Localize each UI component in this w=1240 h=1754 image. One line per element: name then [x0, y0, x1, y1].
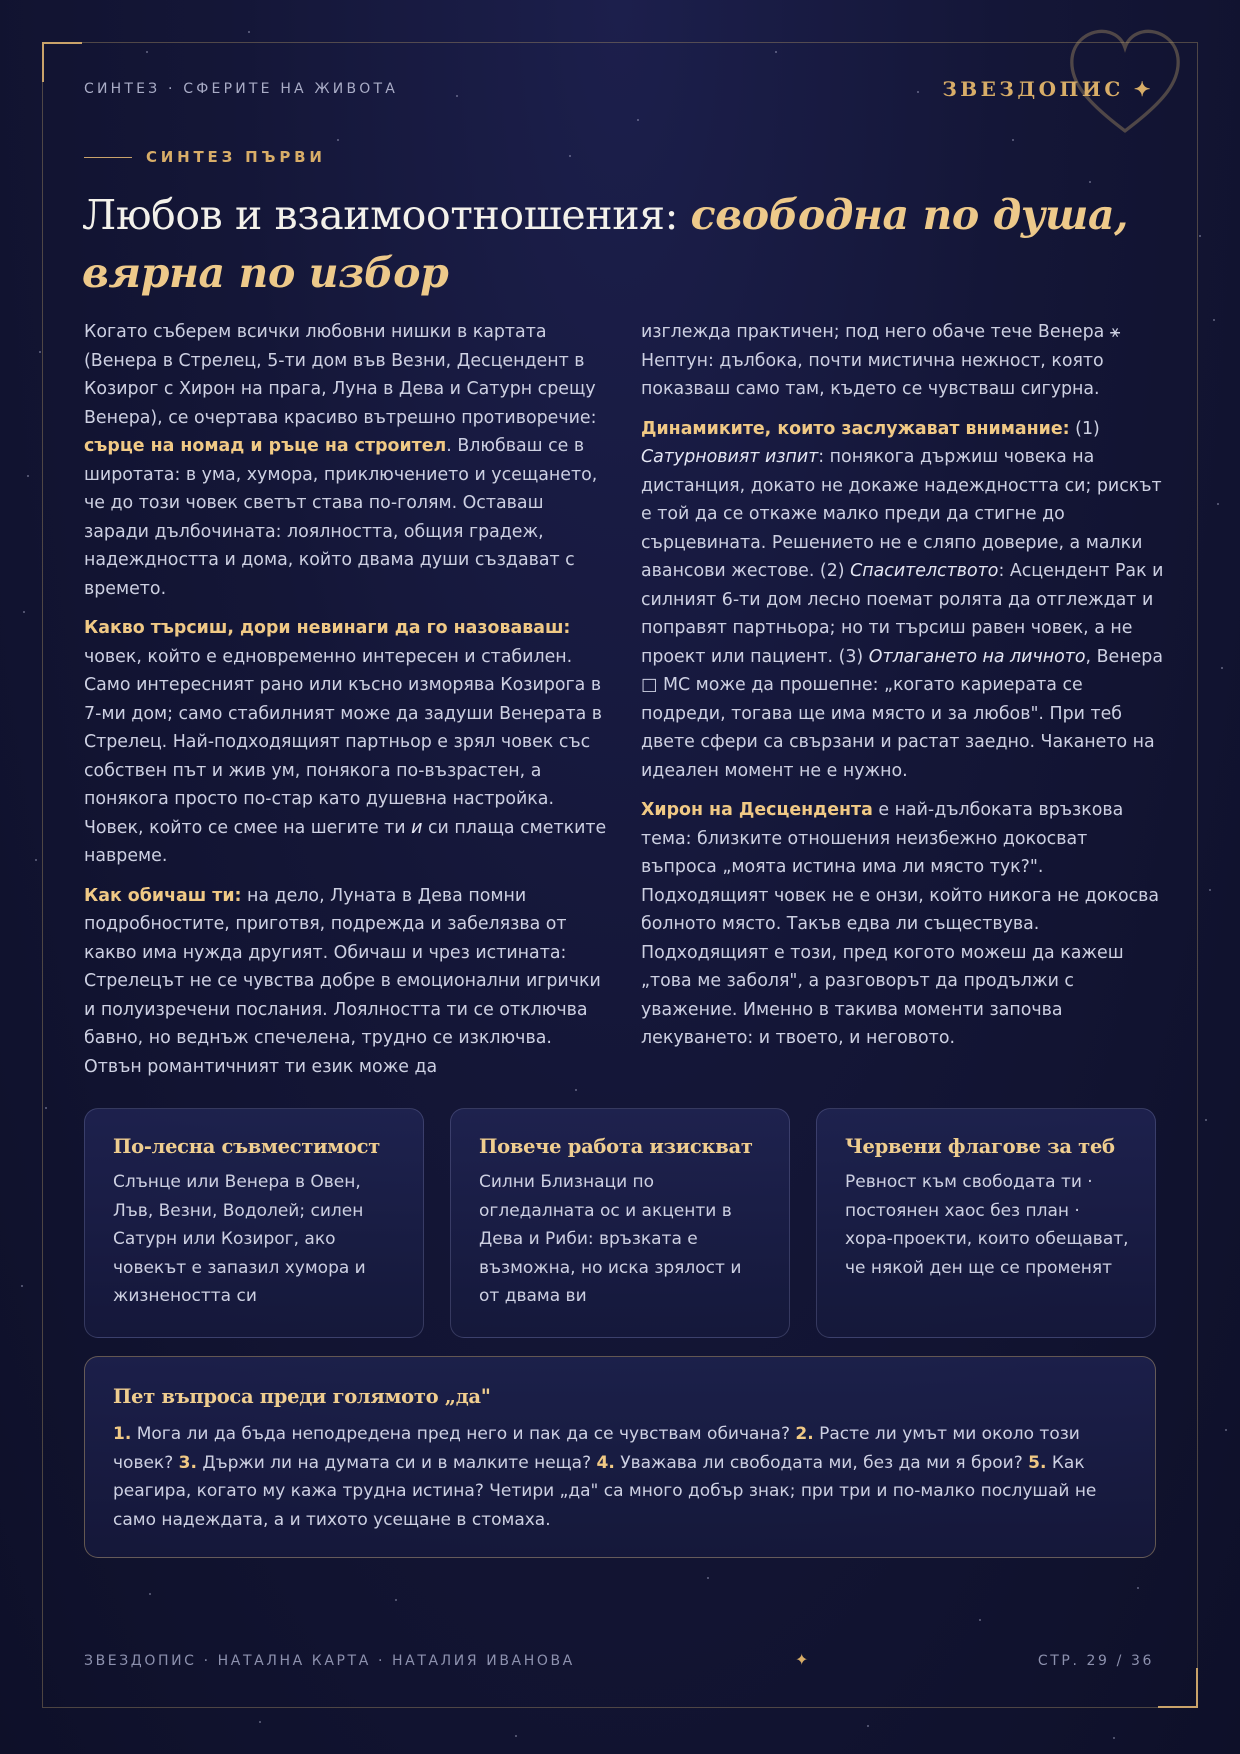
emphasis: Отлагането на личното	[868, 646, 1086, 667]
text-run: , Венера □ МС може да прошепне: „когато кариерата се подреди, тогава ще има място и за любов". При теб двете сфери са свързани и растат заедно. Чакането на идеален момент не е нужно.	[641, 646, 1163, 781]
corner-ornament-bottom-right	[1158, 1668, 1198, 1708]
paragraph	[84, 882, 610, 1082]
corner-ornament-top-left	[42, 42, 82, 82]
question-text: Мога ли да бъда неподредена пред него и пак да се чувствам обичана?	[131, 1424, 796, 1444]
question-number: 1.	[113, 1424, 132, 1444]
brand	[942, 77, 1154, 101]
text-run: си плаща сметките навреме.	[84, 817, 607, 866]
text-run: е най-дълбоката връзкова тема: близките отношения неизбежно докосват въпроса „моята истина има ли място тук?". Подходящият човек не е онзи, който никога не докосва болното място. Такъв едва ли съществува. Подходящият е този, пред когото можеш да кажеш „това ме заболя", а разговорът да продължи с уважение. Именно в такива моменти започва лекуването: и твоето, и неговото.	[641, 800, 1160, 1048]
paragraph	[641, 318, 1167, 404]
right-column	[641, 318, 1167, 1064]
question-number: 4.	[596, 1452, 615, 1473]
paragraph	[84, 614, 610, 871]
highlight: Какво търсиш, дори невинаги да го назоваваш:	[84, 618, 571, 638]
four-point-star-icon: ✦	[795, 1650, 809, 1669]
card-title: По-лесна съвместимост	[113, 1135, 380, 1158]
text-run: . Влюбваш се в широтата: в ума, хумора, приключението и усещането, че до този човек светът става по-голям. Оставаш заради дълбочината: лоялността, общия градеж, надеждността и дома, който двама души създават с времето.	[84, 436, 598, 599]
questions-body	[113, 1420, 1127, 1534]
card-body: Слънце или Венера в Овен, Лъв, Везни, Водолей; силен Сатурн или Козирог, ако човекът е запазил хумора и жизнеността си	[113, 1172, 366, 1306]
kicker	[84, 148, 326, 166]
text-run: изглежда практичен; под него обаче тече Венера ⚹ Нептун: дълбока, почти мистична нежност, която показваш само там, където се чувстваш сигурна.	[641, 322, 1121, 399]
page-title	[82, 186, 1162, 302]
emphasis: и	[411, 817, 423, 838]
card-title: Повече работа изискват	[479, 1135, 753, 1158]
question-text: Расте ли умът ми около този човек?	[113, 1424, 1080, 1473]
question-text: Държи ли на думата си и в малките неща?	[196, 1452, 597, 1473]
four-point-star-icon: ✦	[1133, 77, 1154, 101]
kicker-text: СИНТЕЗ ПЪРВИ	[146, 148, 326, 166]
question-number: 3.	[178, 1452, 197, 1473]
questions-box	[84, 1356, 1156, 1558]
paragraph	[84, 318, 610, 603]
text-run: Когато съберем всички любовни нишки в картата (Венера в Стрелец, 5-ти дом във Везни, Десцендент в Козирог с Хирон на прага, Луна в Дева и Сатурн срещу Венера), се очертава красиво вътрешно противоречие:	[84, 322, 597, 428]
info-card	[84, 1108, 424, 1338]
kicker-line	[84, 157, 132, 158]
brand-name: ЗВЕЗДОПИС	[942, 77, 1124, 101]
text-run: : Асцендент Рак и силният 6-ти дом лесно поемат ролята да отглеждат и поправят партньора; но ти търсиш равен човек, а не проект или пациент. (3)	[641, 561, 1164, 667]
card-body: Ревност към свободата ти · постоянен хаос без план · хора-проекти, които обещават, че някой ден ще се променят	[845, 1172, 1129, 1278]
question-number: 5.	[1028, 1452, 1047, 1473]
text-run: : понякога държиш човека на дистанция, докато не докаже надеждността си; рискът е той да се откаже малко преди да стигне до сърцевината. Решението не е сляпо доверие, а малки авансови жестове. (2)	[641, 447, 1162, 581]
paragraph	[641, 796, 1167, 1053]
section-label: СИНТЕЗ · СФЕРИТЕ НА ЖИВОТА	[84, 81, 398, 97]
title-main: Любов и взаимоотношения:	[82, 191, 691, 239]
question-text: Уважава ли свободата ми, без да ми я брои?	[614, 1452, 1029, 1473]
highlight: сърце на номад и ръце на строител	[84, 436, 447, 456]
text-run: (1)	[1069, 418, 1100, 439]
emphasis: Сатурновият изпит	[641, 447, 819, 467]
title-accent: свободна по душа, вярна по избор	[82, 191, 1128, 297]
left-column	[84, 318, 610, 1092]
paragraph	[641, 415, 1167, 786]
card-body: Силни Близнаци по огледалната ос и акценти в Дева и Риби: връзката е възможна, но иска зрялост и от двама ви	[479, 1172, 742, 1306]
footer-credits: ЗВЕЗДОПИС · НАТАЛНА КАРТА · НАТАЛИЯ ИВАНОВА	[84, 1653, 575, 1669]
highlight: Как обичаш ти:	[84, 885, 242, 906]
page-number: СТР. 29 / 36	[1037, 1653, 1154, 1669]
emphasis: Спасителството	[850, 561, 999, 581]
question-number: 2.	[795, 1424, 814, 1444]
card-title: Червени флагове за теб	[845, 1135, 1115, 1158]
text-run: на дело, Луната в Дева помни подробностите, приготвя, подрежда и забелязва от какво има нужда другият. Обичаш и чрез истината: Стрелецът не се чувства добре в емоционални игрички и полуизречени послания. Лоялността ти се отключва бавно, но веднъж спечелена, трудно се изключва. Отвън романтичният ти език може да	[84, 885, 601, 1077]
text-run: човек, който е едновременно интересен и стабилен. Само интересният рано или късно изморява Козирога в 7-ми дом; само стабилният може да задуши Венерата в Стрелец. Най-подходящият партньор е зрял човек със собствен път и жив ум, понякога по-възрастен, а понякога просто по-стар като душевна настройка. Човек, който се смее на шегите ти	[84, 646, 603, 838]
info-card	[450, 1108, 790, 1338]
info-card	[816, 1108, 1156, 1338]
questions-closing: Четири „да" са много добър знак; при три и по-малко послушай не само надеждата, а и тихото усещане в стомаха.	[113, 1481, 1097, 1530]
highlight: Хирон на Десцендента	[641, 800, 873, 820]
questions-title: Пет въпроса преди голямото „да"	[113, 1385, 491, 1408]
highlight: Динамиките, които заслужават внимание:	[641, 418, 1070, 439]
question-text: Как реагира, когато му кажа трудна истина?	[113, 1452, 1085, 1501]
